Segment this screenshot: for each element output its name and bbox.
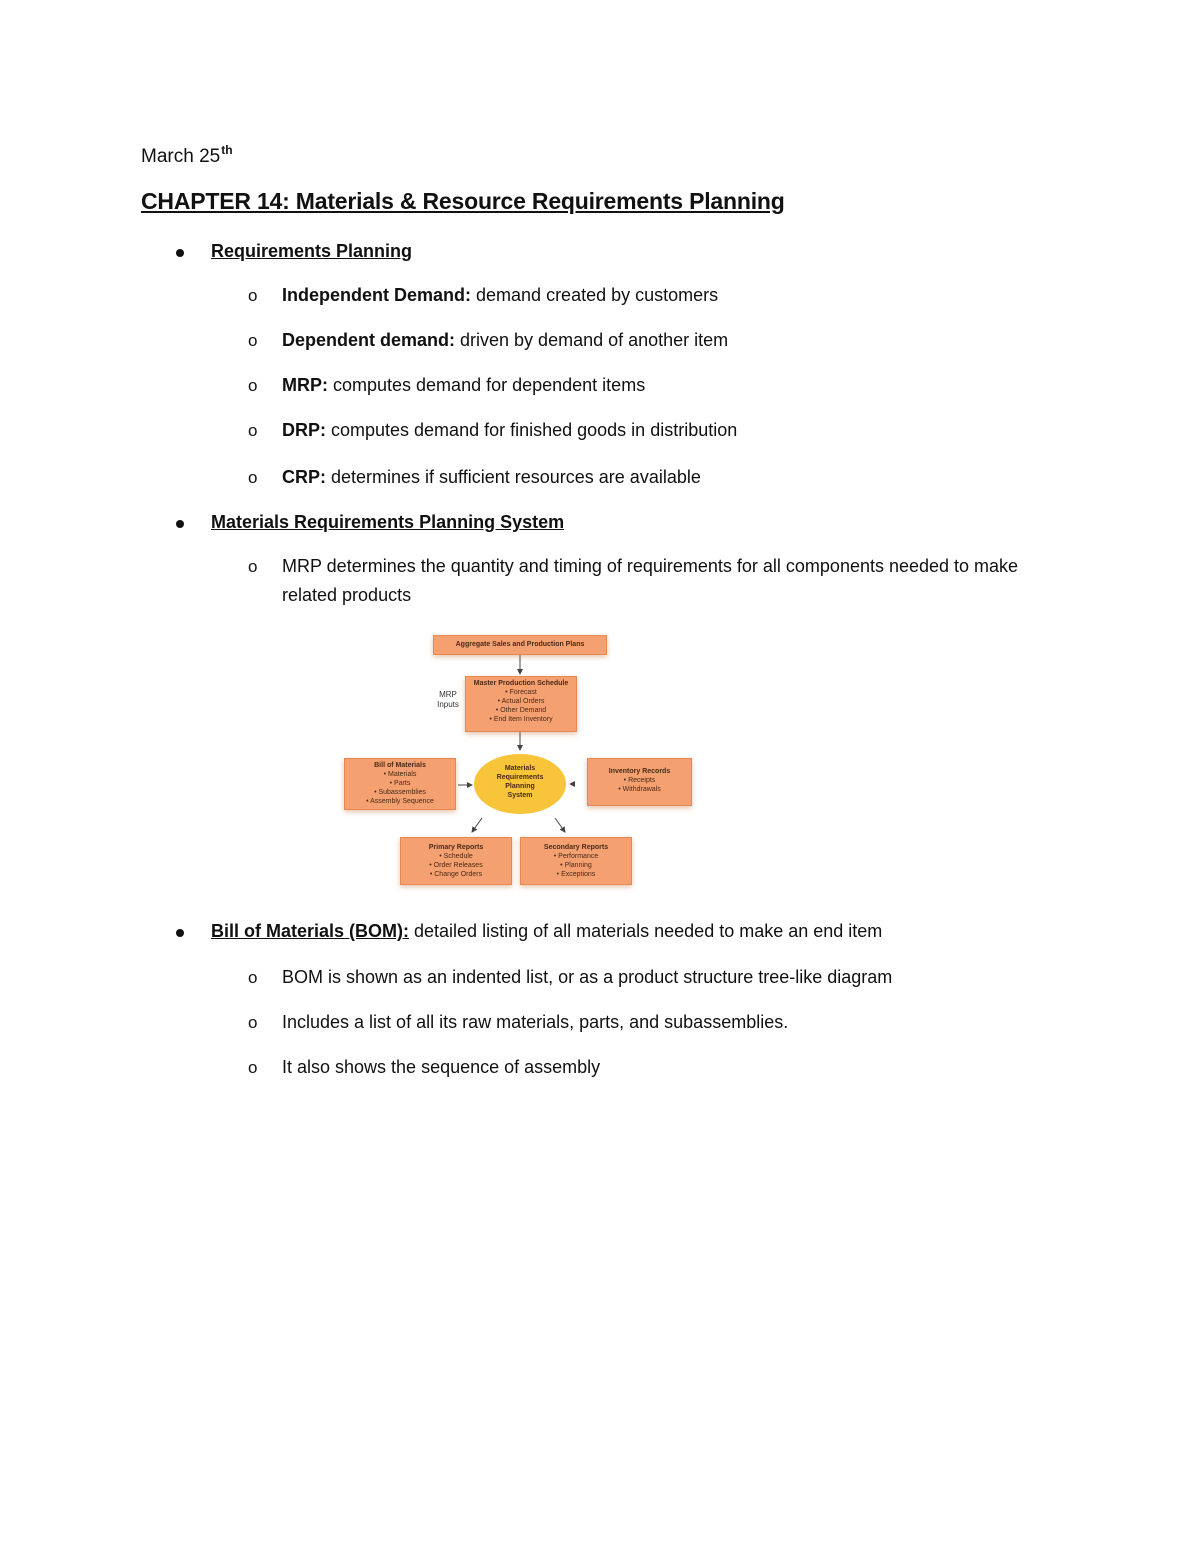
- date-superscript: th: [221, 143, 233, 157]
- list-item-text: [282, 463, 701, 492]
- section-heading-definition: detailed listing of all materials needed to make an end item: [409, 921, 883, 941]
- definition: computes demand for finished goods in distribution: [326, 420, 738, 440]
- aggregate-plans-box: Aggregate Sales and Production Plans: [433, 635, 607, 655]
- bullet-icon: [176, 520, 184, 528]
- list-item-text: MRP determines the quantity and timing of requirements for all components needed to make related products: [282, 556, 1019, 605]
- arrow-line: [472, 818, 482, 832]
- bullet-icon: [176, 249, 184, 257]
- box-title: Inventory Records: [608, 768, 671, 775]
- box-line: • Materials: [383, 771, 417, 778]
- list-item-text: [282, 326, 728, 355]
- section-heading: Requirements Planning: [211, 241, 413, 261]
- secondary-reports-box: [520, 837, 632, 885]
- mrp-inputs-label: MRP Inputs: [437, 690, 459, 709]
- sub-bullet-icon: o: [248, 468, 258, 487]
- sub-bullet-icon: o: [248, 286, 258, 305]
- list-item-text: [282, 371, 645, 400]
- term: Independent Demand:: [282, 285, 472, 305]
- box-line: • Actual Orders: [497, 698, 545, 705]
- sub-bullet-icon: o: [248, 421, 258, 440]
- list-item-text: [282, 281, 718, 310]
- bullet-icon: [176, 929, 184, 937]
- list-item-text: Includes a list of all its raw materials, parts, and subassemblies.: [282, 1012, 789, 1032]
- term: DRP:: [282, 420, 326, 440]
- box-line: • Subassemblies: [374, 789, 426, 796]
- section-heading: Materials Requirements Planning System: [211, 512, 565, 532]
- list-item-text: BOM is shown as an indented list, or as a product structure tree-like diagram: [282, 967, 893, 987]
- mrp-system-diagram: [300, 624, 720, 900]
- chapter-title: CHAPTER 14: Materials & Resource Requirements Planning: [141, 188, 785, 214]
- box-line: • Change Orders: [429, 871, 483, 878]
- box-title: Primary Reports: [428, 844, 484, 851]
- bill-of-materials-box: [344, 758, 456, 810]
- arrow-line: [555, 818, 565, 832]
- box-title: Secondary Reports: [543, 844, 609, 851]
- mrp-system-oval: Materials Requirements Planning System: [474, 754, 566, 814]
- section-heading-line: [211, 921, 882, 942]
- inventory-records-box: [587, 758, 692, 806]
- box-line: • Other Demand: [495, 707, 547, 714]
- sub-bullet-icon: o: [248, 968, 258, 987]
- box-line: • Planning: [560, 862, 592, 869]
- sub-bullet-icon: o: [248, 1058, 258, 1077]
- box-line: • Order Releases: [429, 862, 483, 869]
- list-item-text: [282, 416, 737, 445]
- definition: demand created by customers: [471, 285, 719, 305]
- box-line: • Exceptions: [556, 871, 596, 878]
- box-line: • Forecast: [505, 689, 537, 696]
- box-line: • Schedule: [439, 853, 473, 860]
- date-text: March 25: [141, 146, 221, 167]
- definition: determines if sufficient resources are available: [326, 467, 701, 487]
- box-line: • Withdrawals: [618, 786, 661, 793]
- sub-bullet-icon: o: [248, 376, 258, 395]
- sub-bullet-icon: o: [248, 331, 258, 350]
- definition: driven by demand of another item: [455, 330, 729, 350]
- master-schedule-box: [465, 676, 577, 732]
- term: MRP:: [282, 375, 328, 395]
- term: Dependent demand:: [282, 330, 456, 350]
- date-line: [141, 143, 233, 168]
- section-heading: Bill of Materials (BOM):: [211, 921, 410, 941]
- term: CRP:: [282, 467, 326, 487]
- sub-bullet-icon: o: [248, 1013, 258, 1032]
- list-item-text: It also shows the sequence of assembly: [282, 1057, 601, 1077]
- box-line: • End Item Inventory: [489, 716, 553, 723]
- definition: computes demand for dependent items: [328, 375, 646, 395]
- primary-reports-box: [400, 837, 512, 885]
- box-line: • Receipts: [623, 777, 656, 784]
- box-title: Bill of Materials: [374, 762, 426, 769]
- box-line: • Performance: [553, 853, 599, 860]
- box-line: • Parts: [389, 780, 411, 787]
- box-title: Master Production Schedule: [473, 680, 569, 687]
- box-line: • Assembly Sequence: [366, 798, 434, 805]
- sub-bullet-icon: o: [248, 557, 258, 576]
